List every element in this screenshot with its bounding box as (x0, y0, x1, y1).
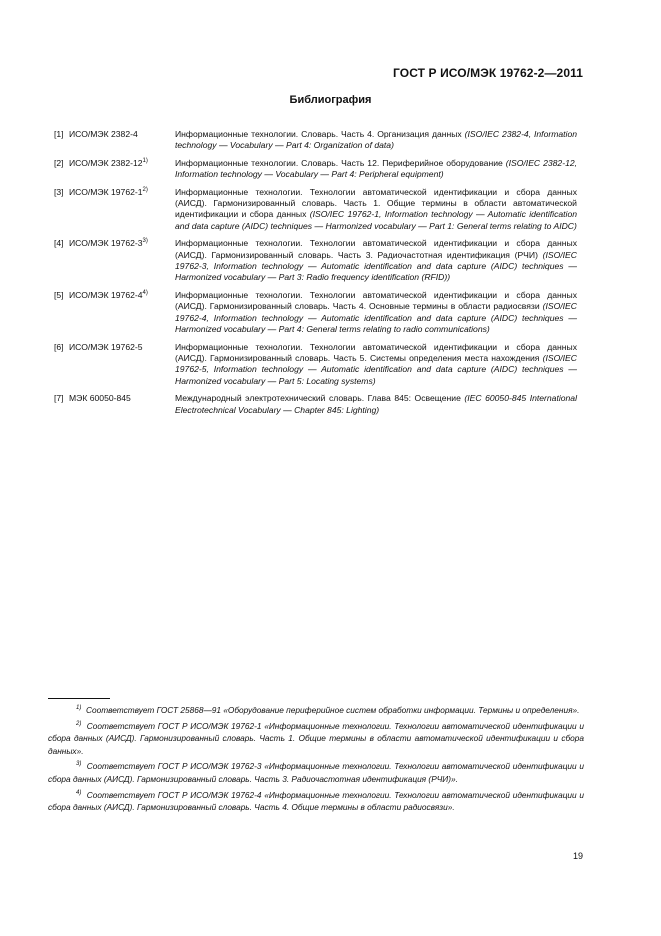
bibliography-entry (54, 342, 577, 388)
entry-code (69, 393, 175, 416)
footnote (48, 789, 584, 814)
page-number: 19 (572, 851, 583, 861)
entry-english-title: (ISO/IEC 19762-1, Information technology — Automatic identification and data capture (AIDC) techniques — Harmonized vocabulary — Part 1: General terms relating to AIDC) (175, 209, 577, 231)
entry-title: Информационные технологии. Технологии автоматической идентификации и сбора данных (АИСД). Гармонизированный словарь. Часть 5. Системы определения места нахождения (175, 341, 577, 363)
entry-english-title: (ISO/IEC 19762-5, Information technology — Automatic identification and data capture (AIDC) techniques — Harmonized vocabulary — Part 5: Locating systems) (175, 352, 577, 386)
entry-number: [5] (54, 289, 64, 300)
entry-english-title: (ISO/IEC 2382-4, Information technology — Vocabulary — Part 4: Organization of data) (175, 129, 578, 151)
entry-code (69, 187, 175, 233)
entry-number: [2] (54, 157, 64, 168)
entry-description (175, 393, 577, 416)
entry-number: [7] (54, 393, 64, 404)
entry-title: Информационные технологии. Технологии автоматической идентификации и сбора данных (АИСД). Гармонизированный словарь. Часть 4. Основные термины в области радиосвязи (175, 289, 577, 312)
entry-code (69, 129, 175, 152)
entry-title: Информационные технологии. Технологии автоматической идентификации и сбора данных (АИСД). Гармонизированный словарь. Часть 3. Радиочастотная идентификация (РЧИ) (175, 238, 577, 260)
entry-code-text: ИСО/МЭК 19762-4 (69, 289, 143, 300)
entry-code (69, 290, 175, 336)
footnote-marker: 4) (142, 289, 148, 296)
bibliography-entry (54, 158, 577, 181)
entry-code-text: ИСО/МЭК 2382-4 (69, 129, 138, 139)
entry-number: [3] (54, 186, 64, 197)
footnotes (48, 704, 584, 814)
footnote-marker: 1) (142, 157, 148, 164)
footnote-marker: 2) (142, 186, 148, 193)
entry-code-text: МЭК 60050-845 (69, 393, 131, 404)
footnote-marker: 3) (142, 238, 148, 245)
standard-header: ГОСТ Р ИСО/МЭК 19762-2—2011 (393, 66, 583, 80)
footnote-text: Соответствует ГОСТ Р ИСО/МЭК 19762-3 «Информационные технологии. Технологии автоматической идентификации и сбора данных (АИСД). Гармонизированный словарь. Часть 3. Радиочастотная идентификация (РЧИ)». (48, 761, 584, 784)
bibliography-list (54, 129, 577, 416)
footnote-mark: 2) (76, 720, 82, 727)
entry-english-title: (IEC 60050-845 International Electrotechnical Vocabulary — Chapter 845: Lighting) (175, 393, 577, 415)
entry-description (175, 129, 577, 152)
bibliography-entry (54, 129, 577, 152)
footnote-mark: 4) (76, 789, 82, 796)
footnote-text: Соответствует ГОСТ 25868—91 «Оборудование периферийное систем обработки информации. Термины и определения». (85, 705, 580, 715)
footnote (48, 704, 584, 717)
entry-english-title: (ISO/IEC 19762-3, Information technology — Automatic identification and data capture (AIDC) techniques — Harmonized vocabulary — Part 3: Radio frequency identification (RFID)) (175, 249, 577, 283)
entry-description (175, 342, 577, 388)
entry-code-text: ИСО/МЭК 19762-1 (69, 186, 143, 197)
bibliography-entry (54, 290, 577, 336)
entry-code (69, 158, 175, 181)
footnote (48, 720, 584, 758)
bibliography-entry (54, 393, 577, 416)
entry-description (175, 187, 577, 233)
bibliography-entry (54, 187, 577, 233)
page-title: Библиография (289, 94, 372, 106)
footnote-separator (48, 698, 110, 699)
entry-code-text: ИСО/МЭК 19762-5 (69, 341, 143, 352)
entry-code (69, 238, 175, 284)
entry-title: Информационные технологии. Словарь. Часть 12. Периферийное оборудование (175, 157, 503, 168)
footnote-text: Соответствует ГОСТ Р ИСО/МЭК 19762-4 «Информационные технологии. Технологии автоматической идентификации и сбора данных (АИСД). Гармонизированный словарь. Часть 4. Общие термины в области радиосвязи». (48, 789, 584, 813)
entry-description (175, 238, 577, 284)
entry-code (69, 342, 175, 388)
footnote-mark: 1) (76, 705, 82, 711)
entry-code-text: ИСО/МЭК 19762-3 (69, 238, 143, 249)
entry-number: [1] (54, 129, 64, 139)
footnote (48, 760, 584, 785)
entry-description (175, 158, 577, 181)
entry-number: [4] (54, 238, 64, 249)
footnote-text: Соответствует ГОСТ Р ИСО/МЭК 19762-1 «Информационные технологии. Технологии автоматической идентификации и сбора данных (АИСД). Гармонизированный словарь. Часть 1. Общие термины в области автоматической идентификации и сбора данных». (48, 720, 584, 756)
entry-title: Информационные технологии. Словарь. Часть 4. Организация данных (175, 129, 462, 139)
entry-number: [6] (54, 341, 64, 352)
entry-description (175, 290, 577, 336)
entry-title: Информационные технологии. Технологии автоматической идентификации и сбора данных (АИСД). Гармонизированный словарь. Часть 1. Общие термины в области автоматической идентификации и сбора данных (175, 186, 577, 220)
bibliography-entry (54, 238, 577, 284)
entry-english-title: (ISO/IEC 19762-4, Information technology — Automatic identification and data capture (AIDC) techniques — Harmonized vocabulary — Part 4: General terms relating to radio communications) (175, 301, 577, 335)
footnote-mark: 3) (76, 761, 82, 768)
entry-code-text: ИСО/МЭК 2382-12 (69, 157, 143, 168)
entry-title: Международный электротехнический словарь. Глава 845: Освещение (175, 393, 461, 404)
entry-english-title: (ISO/IEC 2382-12, Information technology — Vocabulary — Part 4: Peripheral equipment) (175, 157, 578, 180)
